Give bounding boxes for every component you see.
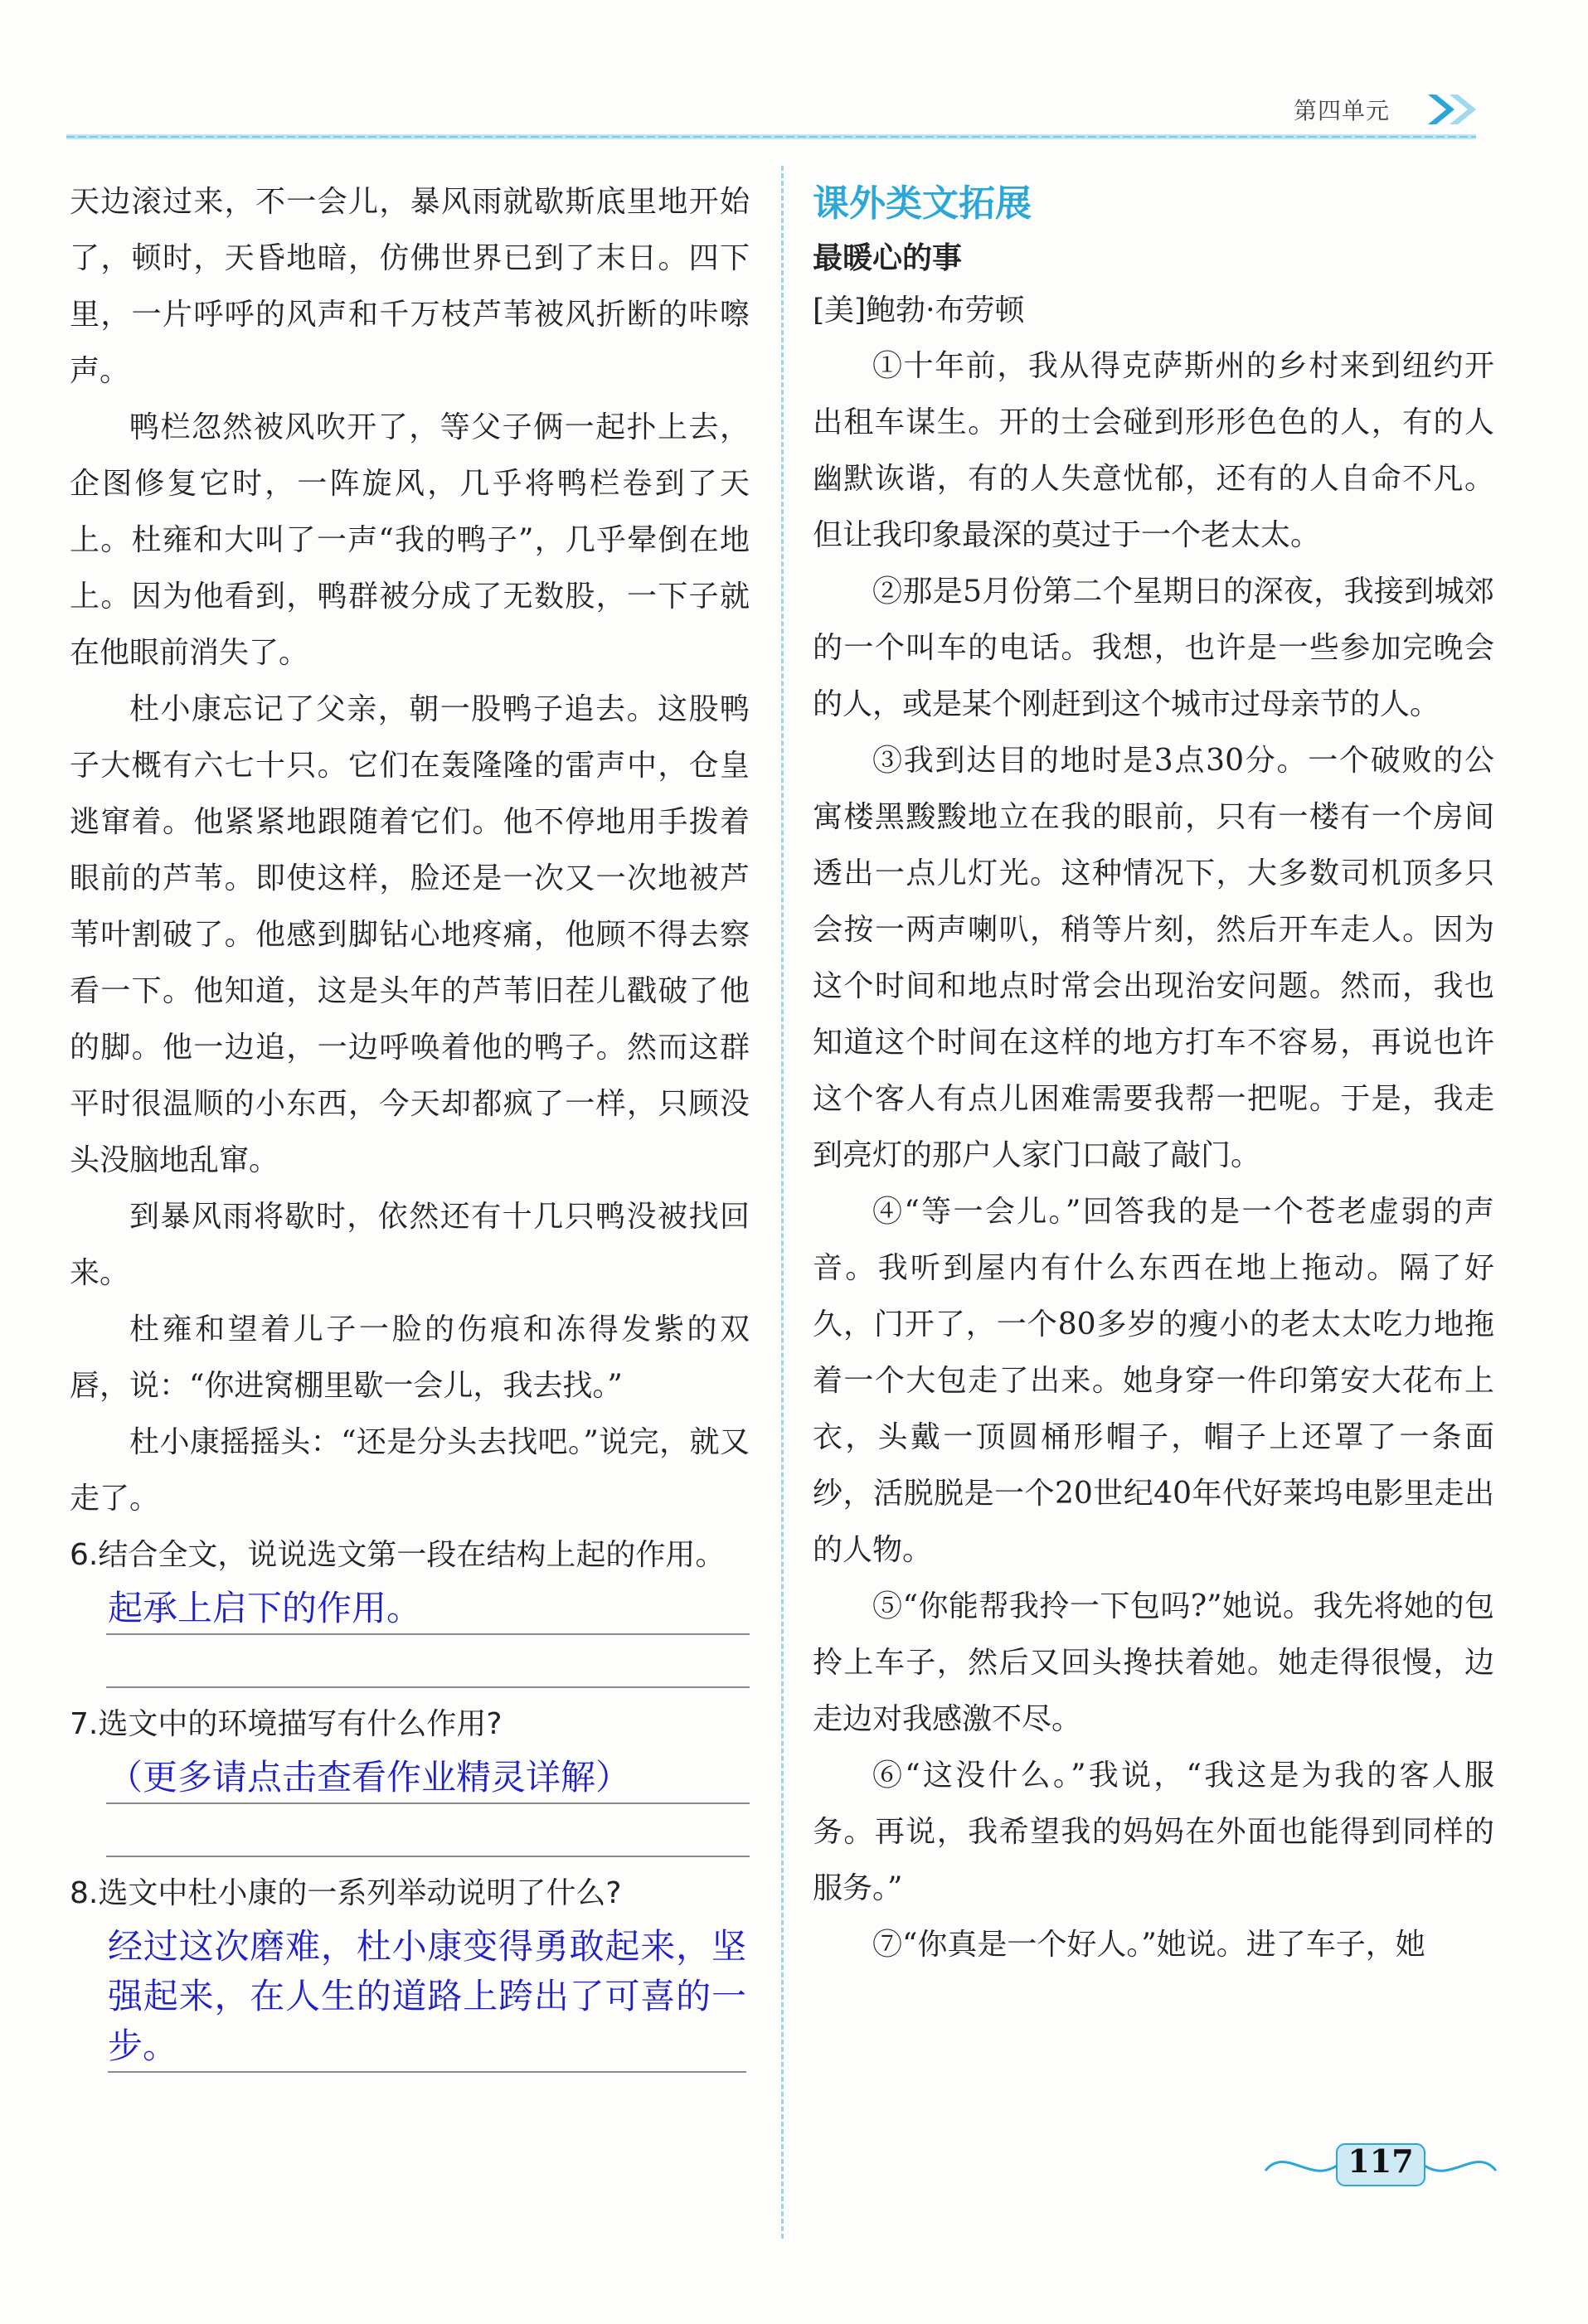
question-8: 8.选文中杜小康的一系列举动说明了什么? <box>70 1876 622 1910</box>
paragraph: ④“等一会儿。”回答我的是一个苍老虚弱的声音。我听到屋内有什么东西在地上拖动。隔了好久，门开了，一个80多岁的瘦小的老太太吃力地拖着一个大包走了出来。她身穿一件印第安大花布上衣，头戴一顶圆桶形帽子，帽子上还罩了一条面纱，活脱脱是一个20世纪40年代好莱坞电影里走出的人物。 <box>813 1195 1494 1567</box>
unit-label: 第四单元 <box>1294 97 1391 124</box>
answer-6: 起承上启下的作用。 <box>108 1588 422 1628</box>
section-title: 课外类文拓展 <box>813 182 1032 225</box>
paragraph: ①十年前，我从得克萨斯州的乡村来到纽约开出租车谋生。开的士会碰到形形色色的人，有的人幽默诙谐，有的人失意忧郁，还有的人自命不凡。但让我印象最深的莫过于一个老太太。 <box>813 349 1494 552</box>
article-author: [美]鲍勃·布劳顿 <box>813 294 1025 327</box>
question-7: 7.选文中的环境描写有什么作用? <box>70 1707 503 1741</box>
paragraph: ③我到达目的地时是3点30分。一个破败的公寓楼黑黢黢地立在我的眼前，只有一楼有一个房间透出一点儿灯光。这种情况下，大多数司机顶多只会按一两声喇叭，稍等片刻，然后开车走人。因为这个时间和地点时常会出现治安问题。然而，我也知道这个时间在这样的地方打车不容易，再说也许这个客人有点儿困难需要我帮一把呢。于是，我走到亮灯的那户人家门口敲了敲门。 <box>813 744 1494 1172</box>
answer-7: （更多请点击查看作业精灵详解） <box>108 1757 631 1798</box>
page-number: 117 <box>1348 2142 1414 2180</box>
paragraph: 杜小康忘记了父亲，朝一股鸭子追去。这股鸭子大概有六七十只。它们在轰隆隆的雷声中，仓皇逃窜着。他紧紧地跟随着它们。他不停地用手拨着眼前的芦苇。即使这样，脸还是一次又一次地被芦苇叶割破了。他感到脚钻心地疼痛，他顾不得去察看一下。他知道，这是头年的芦苇旧茬儿戳破了他的脚。他一边追，一边呼唤着他的鸭子。然而这群平时很温顺的小东西，今天却都疯了一样，只顾没头没脑地乱窜。 <box>70 692 750 1177</box>
paragraph: ⑥“这没什么。”我说，“我这是为我的客人服务。再说，我希望我的妈妈在外面也能得到同样的服务。” <box>813 1759 1494 1905</box>
paragraph: ⑦“你真是一个好人。”她说。进了车子，她 <box>872 1928 1425 1962</box>
answer-line <box>106 1802 750 1804</box>
left-column <box>70 174 750 2073</box>
column-divider <box>781 166 784 2239</box>
chevron-arrows-icon <box>1425 90 1484 129</box>
question-6: 6.结合全文，说说选文第一段在结构上起的作用。 <box>70 1538 726 1572</box>
header-divider <box>66 133 1476 141</box>
paragraph: 杜小康摇摇头：“还是分头去找吧。”说完，就又走了。 <box>70 1425 750 1516</box>
paragraph: 到暴风雨将歇时，依然还有十几只鸭没被找回来。 <box>70 1200 750 1290</box>
answer-line <box>106 1856 750 1857</box>
paragraph: 鸭栏忽然被风吹开了，等父子俩一起扑上去，企图修复它时，一阵旋风，几乎将鸭栏卷到了天上。杜雍和大叫了一声“我的鸭子”，几乎晕倒在地上。因为他看到，鸭群被分成了无数股，一下子就在他眼前消失了。 <box>70 410 750 670</box>
paragraph: ⑤“你能帮我拎一下包吗?”她说。我先将她的包拎上车子，然后又回头搀扶着她。她走得很慢，边走边对我感激不尽。 <box>813 1589 1494 1736</box>
paragraph: 杜雍和望着儿子一脸的伤痕和冻得发紫的双唇，说：“你进窝棚里歇一会儿，我去找。” <box>70 1312 750 1403</box>
right-column <box>813 174 1494 1973</box>
paragraph: ②那是5月份第二个星期日的深夜，我接到城郊的一个叫车的电话。我想，也许是一些参加完晚会的人，或是某个刚赶到这个城市过母亲节的人。 <box>813 575 1494 721</box>
paragraph: 天边滚过来，不一会儿，暴风雨就歇斯底里地开始了，顿时，天昏地暗，仿佛世界已到了末日。四下里，一片呼呼的风声和千万枝芦苇被风折断的咔嚓声。 <box>70 185 750 388</box>
answer-line <box>106 1633 750 1635</box>
answer-8: 经过这次磨难，杜小康变得勇敢起来，坚强起来，在人生的道路上跨出了可喜的一步。 <box>108 1922 746 2073</box>
answer-line <box>106 1686 750 1688</box>
article-title: 最暖心的事 <box>813 241 963 275</box>
